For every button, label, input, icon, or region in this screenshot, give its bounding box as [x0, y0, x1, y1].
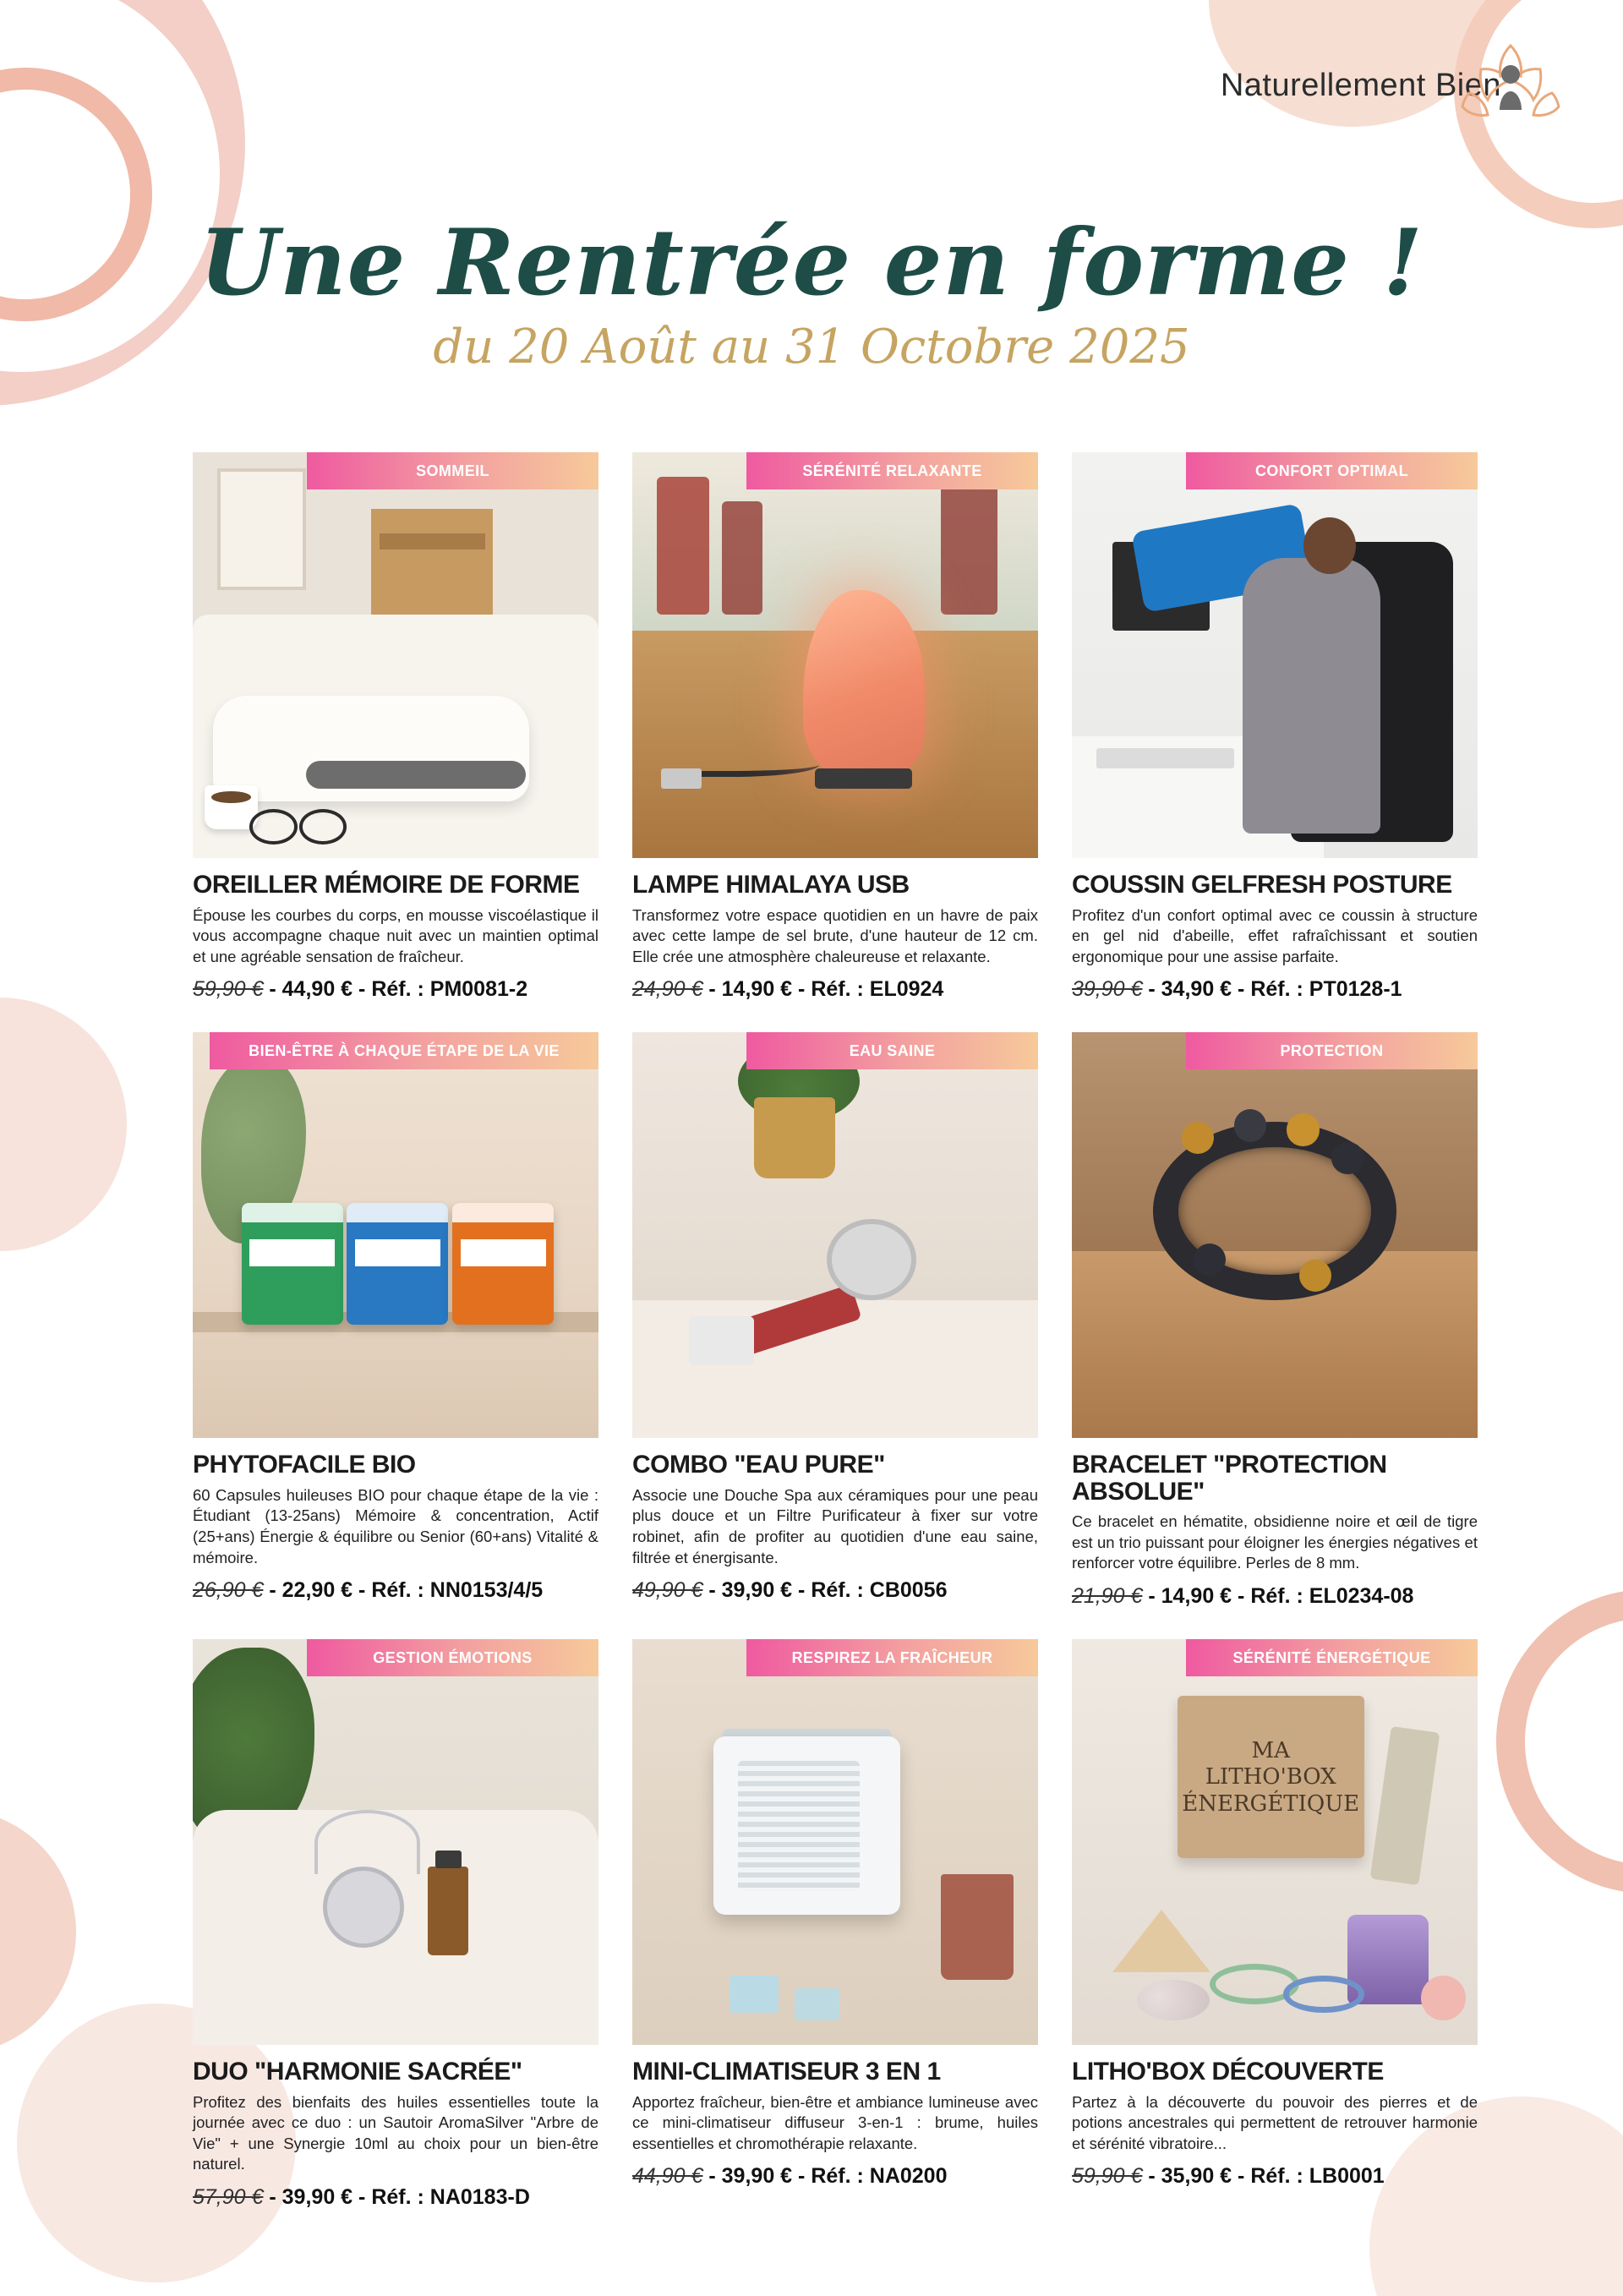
price-separator: - [1148, 1584, 1161, 1609]
price-separator-2: - [1238, 977, 1251, 1002]
price-separator: - [708, 2164, 722, 2189]
product-pricing [1072, 977, 1478, 1002]
page-subtitle: du 20 Août au 31 Octobre 2025 [433, 320, 1190, 375]
product-badge: CONFORT OPTIMAL [1186, 452, 1478, 489]
new-price: 39,90 € [721, 1578, 793, 1603]
price-separator-2: - [1238, 1584, 1251, 1609]
new-price: 34,90 € [1161, 977, 1232, 1002]
product-description: Transformez votre espace quotidien en un havre de paix avec cette lampe de sel brute, d'une hauteur de 12 cm. Elle crée une atmosphère chaleureuse et relaxante. [632, 905, 1038, 965]
ref-label: Réf. : [1250, 1584, 1303, 1609]
price-separator: - [708, 1578, 722, 1603]
new-price: 14,90 € [721, 977, 793, 1002]
product-badge: BIEN-ÊTRE À CHAQUE ÉTAPE DE LA VIE [210, 1032, 598, 1069]
product-badge: SOMMEIL [307, 452, 598, 489]
product-pricing [193, 2185, 598, 2210]
product-description: Associe une Douche Spa aux céramiques pour une peau plus douce et un Filtre Purificateur à fixer sur votre robinet, afin de profiter au quotidien d'une eau saine, filtrée et énergisante. [632, 1485, 1038, 1566]
product-card[interactable] [632, 1639, 1038, 2210]
product-image [1072, 1032, 1478, 1438]
lithobox-line-1: MA [1251, 1738, 1290, 1764]
product-name: LITHO'BOX DÉCOUVERTE [1072, 2058, 1384, 2086]
ref-label: Réf. : [811, 1578, 864, 1603]
product-image [193, 452, 598, 858]
old-price: 59,90 € [1072, 2164, 1143, 2189]
product-description: 60 Capsules huileuses BIO pour chaque étape de la vie : Étudiant (13-25ans) Mémoire & concentration, Actif (25+ans) Énergie & équilibre ou Senior (60+ans) Vitalité & mémoire. [193, 1485, 598, 1566]
product-pricing [1072, 2164, 1478, 2189]
product-name: OREILLER MÉMOIRE DE FORME [193, 871, 580, 899]
product-image [632, 452, 1038, 858]
decorative-blob-bottom-left-outer [0, 1809, 76, 2054]
lithobox-line-3: ÉNERGÉTIQUE [1182, 1790, 1360, 1817]
ref-label: Réf. : [371, 1578, 424, 1603]
old-price: 44,90 € [632, 2164, 703, 2189]
product-name: COMBO "EAU PURE" [632, 1451, 885, 1479]
product-ref: NA0200 [869, 2164, 948, 2189]
product-image [632, 1639, 1038, 2045]
ref-label: Réf. : [371, 2184, 424, 2209]
ref-label: Réf. : [371, 977, 424, 1002]
price-separator-2: - [798, 977, 812, 1002]
ref-label: Réf. : [1250, 977, 1303, 1002]
product-ref: NA0183-D [429, 2184, 530, 2209]
product-card[interactable] [632, 1032, 1038, 1609]
old-price: 26,90 € [193, 1578, 264, 1603]
product-grid [193, 452, 1478, 2210]
old-price: 39,90 € [1072, 977, 1143, 1002]
product-pricing [193, 1578, 598, 1603]
old-price: 49,90 € [632, 1578, 703, 1603]
product-ref: LB0001 [1309, 2164, 1385, 2189]
product-image [1072, 452, 1478, 858]
price-separator-2: - [358, 977, 372, 1002]
price-separator: - [269, 2184, 282, 2209]
price-separator: - [1148, 2164, 1161, 2189]
product-image [193, 1639, 598, 2045]
product-ref: PM0081-2 [429, 977, 528, 1002]
price-separator: - [269, 977, 282, 1002]
old-price: 24,90 € [632, 977, 703, 1002]
product-description: Partez à la découverte du pouvoir des pierres et de potions ancestrales qui permettent de retrouver harmonie et sérénité vibratoire... [1072, 2092, 1478, 2152]
product-name: LAMPE HIMALAYA USB [632, 871, 910, 899]
product-ref: EL0924 [869, 977, 944, 1002]
brand-name: Naturellement Bien [1220, 67, 1501, 103]
lithobox-line-2: LITHO'BOX [1205, 1764, 1336, 1790]
product-card[interactable] [1072, 1032, 1478, 1609]
product-ref: EL0234-08 [1309, 1584, 1414, 1609]
product-badge: EAU SAINE [746, 1032, 1038, 1069]
product-name: PHYTOFACILE BIO [193, 1451, 416, 1479]
product-badge: PROTECTION [1186, 1032, 1478, 1069]
new-price: 39,90 € [281, 2184, 353, 2209]
decorative-ring-right [1496, 1589, 1623, 1894]
product-description: Ce bracelet en hématite, obsidienne noire et œil de tigre est un trio puissant pour éloigner les énergies négatives et renforcer votre équilibre. Perles de 8 mm. [1072, 1512, 1478, 1572]
product-ref: CB0056 [869, 1578, 948, 1603]
product-card[interactable] [632, 452, 1038, 1002]
product-image [193, 1032, 598, 1438]
product-ref: NN0153/4/5 [429, 1578, 544, 1603]
product-badge: GESTION ÉMOTIONS [307, 1639, 598, 1676]
ref-label: Réf. : [1250, 2164, 1303, 2189]
product-pricing [632, 1578, 1038, 1603]
price-separator-2: - [798, 1578, 812, 1603]
product-description: Apportez fraîcheur, bien-être et ambiance lumineuse avec ce mini-climatiseur diffuseur 3-en-1 : brume, huiles essentielles et chromothérapie relaxante. [632, 2092, 1038, 2152]
price-separator-2: - [1238, 2164, 1251, 2189]
product-image [632, 1032, 1038, 1438]
title-block [0, 210, 1623, 375]
decorative-blob-mid-left [0, 998, 127, 1251]
lotus-buddha-icon [1456, 30, 1566, 140]
new-price: 39,90 € [721, 2164, 793, 2189]
new-price: 14,90 € [1161, 1584, 1232, 1609]
product-pricing [193, 977, 598, 1002]
product-name: COUSSIN GELFRESH POSTURE [1072, 871, 1452, 899]
product-pricing [632, 977, 1038, 1002]
price-separator: - [1148, 977, 1161, 1002]
price-separator-2: - [358, 2184, 372, 2209]
product-description: Profitez des bienfaits des huiles essentielles toute la journée avec ce duo : un Sautoir AromaSilver "Arbre de Vie" + une Synergie 10ml au choix pour un bien-être naturel. [193, 2092, 598, 2173]
product-card[interactable] [1072, 1639, 1478, 2210]
new-price: 44,90 € [281, 977, 353, 1002]
price-separator: - [269, 1578, 282, 1603]
ref-label: Réf. : [811, 2164, 864, 2189]
product-badge: SÉRÉNITÉ RELAXANTE [746, 452, 1038, 489]
product-card[interactable] [193, 1639, 598, 2210]
price-separator-2: - [358, 1578, 372, 1603]
product-image [1072, 1639, 1478, 2045]
product-name: BRACELET "PROTECTION ABSOLUE" [1072, 1451, 1387, 1506]
brand-logo [1221, 30, 1566, 140]
product-description: Profitez d'un confort optimal avec ce coussin à structure en gel nid d'abeille, effet rafraîchissant et soutien ergonomique pour une assise parfaite. [1072, 905, 1478, 965]
old-price: 57,90 € [193, 2184, 264, 2209]
price-separator: - [708, 977, 722, 1002]
product-pricing [632, 2164, 1038, 2189]
product-name: DUO "HARMONIE SACRÉE" [193, 2058, 522, 2086]
product-ref: PT0128-1 [1309, 977, 1402, 1002]
product-name: MINI-CLIMATISEUR 3 EN 1 [632, 2058, 941, 2086]
new-price: 22,90 € [281, 1578, 353, 1603]
product-badge: RESPIREZ LA FRAÎCHEUR [746, 1639, 1038, 1676]
product-card[interactable] [193, 1032, 598, 1609]
ref-label: Réf. : [811, 977, 864, 1002]
product-badge: SÉRÉNITÉ ÉNERGÉTIQUE [1186, 1639, 1478, 1676]
product-card[interactable] [1072, 452, 1478, 1002]
old-price: 59,90 € [193, 977, 264, 1002]
product-card[interactable] [193, 452, 598, 1002]
product-description: Épouse les courbes du corps, en mousse viscoélastique il vous accompagne chaque nuit avec un maintien optimal et une agréable sensation de fraîcheur. [193, 905, 598, 965]
page-title: Une Rentrée en forme ! [199, 210, 1424, 316]
price-separator-2: - [798, 2164, 812, 2189]
new-price: 35,90 € [1161, 2164, 1232, 2189]
old-price: 21,90 € [1072, 1584, 1143, 1609]
product-pricing [1072, 1584, 1478, 1609]
